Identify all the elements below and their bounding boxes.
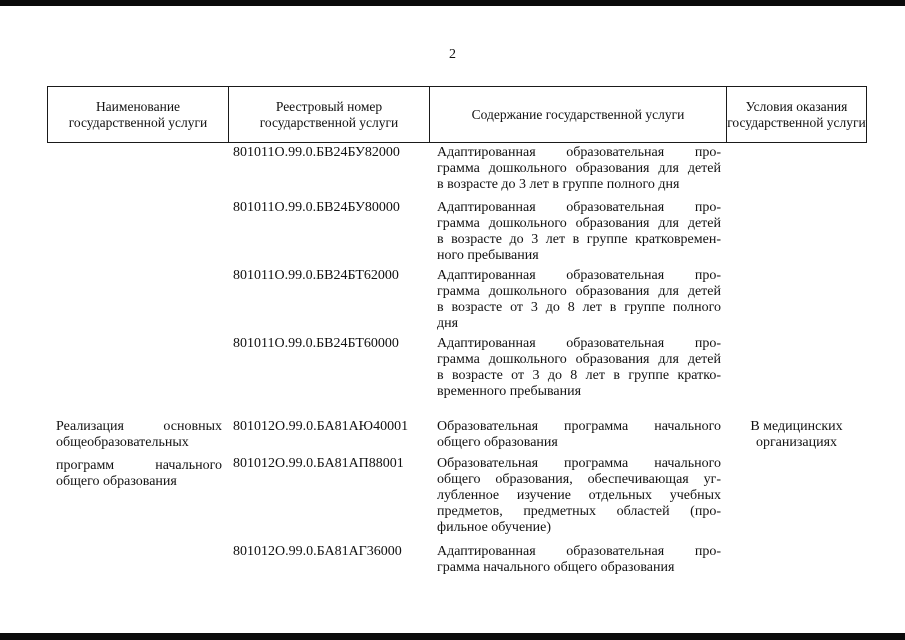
description-line: грамма дошкольного образования для детей — [437, 352, 721, 367]
description-line: грамма начального общего образования — [437, 560, 675, 575]
service-description — [437, 456, 721, 536]
description-line: предметов, предметных областей (про- — [437, 504, 721, 519]
service-description — [437, 268, 721, 332]
description-line: Адаптированная образовательная про- — [437, 268, 721, 283]
scan-top-edge — [0, 0, 905, 6]
conditions-line: В медицинских — [750, 419, 843, 434]
service-name-line: общего образования — [56, 474, 177, 489]
registry-code: 801012О.99.0.БА81АП88001 — [233, 456, 404, 471]
registry-code: 801011О.99.0.БВ24БТ62000 — [233, 268, 399, 283]
description-line: лубленное изучение отдельных учебных — [437, 488, 721, 503]
description-line: Образовательная программа начального — [437, 456, 721, 471]
scan-bottom-edge — [0, 633, 905, 640]
service-description — [437, 145, 721, 193]
registry-code: 801012О.99.0.БА81АГ36000 — [233, 544, 402, 559]
service-name — [56, 419, 222, 490]
description-line: в возрасте от 3 до 8 лет в группе полного — [437, 300, 721, 315]
header-service-content-text: Содержание государственной услуги — [471, 106, 685, 122]
description-line: в возрасте до 3 лет в группе полного дня — [437, 177, 680, 192]
header-service-name-text: Наименование государственной услуги — [68, 98, 208, 130]
header-service-conditions-text: Условия оказания государственной услуги — [727, 98, 866, 130]
description-line: грамма дошкольного образования для детей — [437, 161, 721, 176]
description-line: общего образования, обеспечивающая уг- — [437, 472, 721, 487]
description-line: грамма дошкольного образования для детей — [437, 284, 721, 299]
header-cell-service-conditions — [726, 86, 867, 143]
service-conditions — [730, 419, 863, 451]
description-line: Адаптированная образовательная про- — [437, 544, 721, 559]
header-cell-registry-number — [228, 86, 430, 143]
description-line: в возрасте от 3 до 8 лет в группе кратко- — [437, 368, 721, 383]
conditions-line: организациях — [755, 435, 838, 450]
description-line: Адаптированная образовательная про- — [437, 200, 721, 215]
page-number: 2 — [449, 47, 456, 62]
registry-code: 801011О.99.0.БВ24БТ60000 — [233, 336, 399, 351]
registry-code: 801012О.99.0.БА81АЮ40001 — [233, 419, 409, 434]
service-name-line: Реализация основных — [56, 419, 222, 434]
description-line: Адаптированная образовательная про- — [437, 145, 721, 160]
registry-code: 801011О.99.0.БВ24БУ80000 — [233, 200, 400, 215]
description-line: Адаптированная образовательная про- — [437, 336, 721, 351]
service-description — [437, 544, 721, 576]
description-line: грамма дошкольного образования для детей — [437, 216, 721, 231]
service-name-line: общеобразовательных — [56, 435, 189, 450]
registry-code: 801011О.99.0.БВ24БУ82000 — [233, 145, 400, 160]
description-line: ного пребывания — [437, 248, 539, 263]
service-name-line: программ начального — [56, 458, 222, 473]
description-line: общего образования — [437, 435, 558, 450]
service-description — [437, 419, 721, 451]
header-cell-service-content — [429, 86, 727, 143]
service-description — [437, 336, 721, 400]
header-registry-number-text: Реестровый номер государственной услуги — [259, 98, 399, 130]
description-line: фильное обучение) — [437, 520, 552, 535]
description-line: временного пребывания — [437, 384, 582, 399]
description-line: Образовательная программа начального — [437, 419, 721, 434]
description-line: дня — [437, 316, 459, 331]
description-line: в возрасте до 3 лет в группе кратковремен- — [437, 232, 721, 247]
service-description — [437, 200, 721, 264]
header-cell-service-name — [47, 86, 229, 143]
